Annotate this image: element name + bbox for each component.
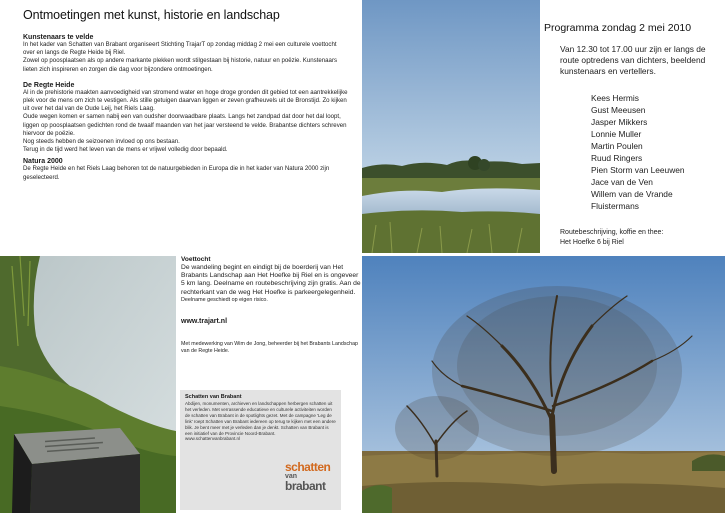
- performer-item: Jasper Mikkers: [591, 117, 648, 127]
- performer-item: Lonnie Muller: [591, 129, 642, 139]
- photo-heath-lake: [362, 0, 540, 253]
- performer-item: Kees Hermis: [591, 93, 639, 103]
- section-heading: Natura 2000: [23, 158, 63, 166]
- paragraph: Al in de prehistorie maakten aanvoedigheid van stromend water en hoge droge gronden dit gebied tot een aantrekkelijke plek voor de mens om zich te vestigen. Als stille getuigen daarvan liggen er zeven grafheuvels uit de Bronstijd. Zo kijken uit over het dal van de Oude Leij, het Riels Laag.: [23, 88, 348, 113]
- section-kunstenaars: [23, 34, 348, 74]
- section-heading: Kunstenaars te velde: [23, 34, 94, 41]
- credit-text: Met medewerking van Wim de Jong, beheerder bij het Brabants Landschap van de Regte Heide.: [181, 340, 358, 354]
- route-place: Het Hoefke 6 bij Riel: [560, 238, 624, 246]
- ad-heading: Schatten van Brabant: [185, 394, 242, 400]
- trajart-link[interactable]: www.trajart.nl: [181, 317, 228, 325]
- voettocht-text: De wandeling begint en eindigt bij de boerderij van Het Brabants Landschap aan Het Hoefke bij Riel en is ongeveer 5 km lang. Deelname en routebeschrijving zijn gratis. Aan de rechterkant van de weg Het Hoefke is parkeergelegenheid.: [181, 264, 361, 296]
- programme-title: Programma zondag 2 mei 2010: [544, 22, 692, 34]
- performer-item: Ruud Ringers: [591, 153, 643, 163]
- paragraph: Oude wegen komen er samen nabij een van oudsher doorwaadbare plaats. Langs het zandpad dat door het dal loopt, liggen op poosplaatsen gedichten rond de twaalf maanden van het jaar versteend te velde. Brabantse dichters schreven hiervoor de poëzie.: [23, 113, 347, 137]
- page-title: Ontmoetingen met kunst, historie en landschap: [23, 8, 280, 22]
- paragraph: De Regte Heide en het Riels Laag behoren tot de natuurgebieden in Europa die in het kader van Natura 2000 zijn geselecteerd.: [23, 165, 330, 181]
- schatten-van-brabant-box: [180, 390, 341, 510]
- ad-url[interactable]: www.schattenvanbrabant.nl: [185, 436, 241, 442]
- performer-item: Gust Meeusen: [591, 105, 646, 115]
- voettocht-note: Deelname geschiedt op eigen risico.: [181, 296, 268, 303]
- voettocht-heading: Voettocht: [181, 256, 211, 263]
- voettocht-panel: [176, 256, 362, 513]
- performer-item: Martin Poulen: [591, 141, 643, 151]
- section-natura: [23, 158, 348, 181]
- route-text: Routebeschrijving, koffie en thee:: [560, 229, 664, 236]
- route-info: [544, 228, 719, 247]
- paragraph: In het kader van Schatten van Brabant organiseert Stichting TrajarT op zondag middag 2 mei een culturele voettocht over en langs de Regte Heide bij Riel.: [23, 41, 337, 57]
- ad-text: Abdijen, monumenten, archieven en landschappen herbergen schatten uit het verleden. Met verrassende educatieve en culturele activiteiten worden de schatten van Brabant in de spotlights gezet. Met de campagne 'Leg de link' roept Schatten van Brabant iedereen op terug te kijken met een andere blik. Je bent meer met je verleden dan je denkt. Schatten van Brabant is een initiatief van de Provincie Noord-Brabant.: [185, 401, 336, 436]
- performer-list: [544, 92, 719, 212]
- performer-item: Pien Storm van Leeuwen: [591, 165, 685, 175]
- photo-oak-tree: [362, 256, 725, 513]
- section-heading: De Regte Heide: [23, 81, 75, 89]
- programme-time-text: Van 12.30 tot 17.00 uur zijn er langs de route optredens van dichters, beeldend kunstenaars en vertellers.: [560, 44, 706, 76]
- programme-panel: [540, 0, 725, 253]
- performer-item: Fluistermans: [591, 201, 639, 211]
- paragraph: Terug in de tijd werd het leven van de mens er vrijwel volledig door bepaald.: [23, 146, 228, 154]
- intro-panel: [0, 0, 362, 255]
- photo-shore-stone: [0, 256, 176, 513]
- paragraph: Nog steeds hebben de seizoenen invloed op ons bestaan.: [23, 138, 180, 146]
- section-regte-heide: [23, 82, 348, 155]
- paragraph: Zowel op poosplaatsen als op andere markante plekken wordt stilgestaan bij historie, natuur en poëzie. Kunstenaars lieten zich inspireren en zorgen die dag voor bijzondere ontmoetingen.: [23, 57, 338, 73]
- performer-item: Willem van de Vrande: [591, 189, 673, 199]
- performer-item: Jace van de Ven: [591, 177, 653, 187]
- schatten-van-brabant-logo: schatten van brabant: [285, 460, 331, 493]
